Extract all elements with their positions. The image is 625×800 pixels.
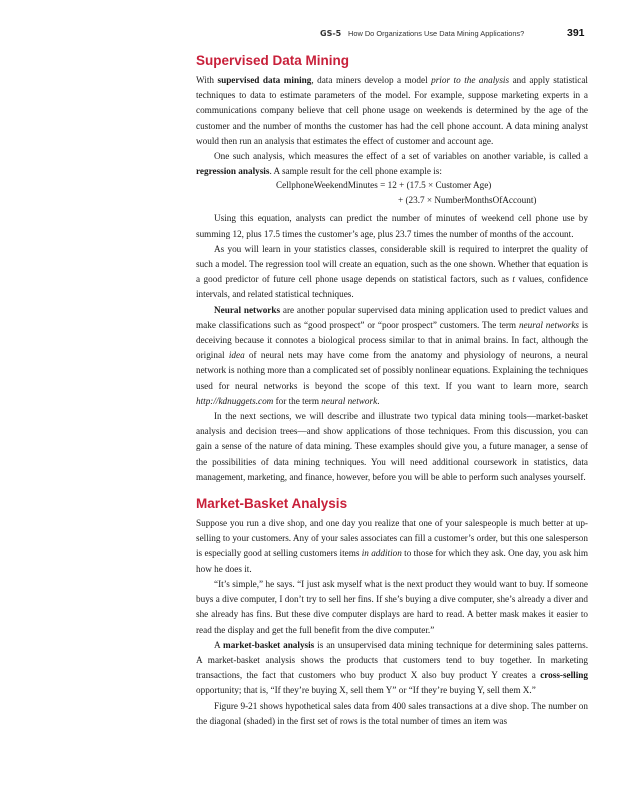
paragraph: Suppose you run a dive shop, and one day you realize that one of your salespeople is much better at up-selling to your customers. Any of your sales associates can fill a customer’s order, but this one salesperson is especially good at selling customers items in addition to those for which they ask. One day, you ask him how he does it.: [196, 518, 588, 574]
key-term: supervised data mining: [217, 75, 312, 85]
url-link[interactable]: http://kdnuggets.com: [196, 395, 274, 406]
paragraph: A market-basket analysis is an unsupervised data mining technique for determining sales patterns. A market-basket analysis shows the products that customers tend to buy together. In marketing transactions, the fact that customers who buy product X also buy product Y creates a cross-selling opportunity; that is, “If they’re buying X, sell them Y” or “If they’re buying Y, sell them X.”: [196, 639, 588, 696]
paragraph: In the next sections, we will describe and illustrate two typical data mining tools—market-basket analysis and decision trees—and show applications of those techniques. From this discussion, you can gain a sense of the nature of data mining. These examples should give you, a future manager, a sense of the possibilities of data mining techniques. You will need additional coursework in statistics, data management, marketing, and finance, however, before you will be able to perform such analyses yourself.: [196, 411, 588, 482]
paragraph: Figure 9-21 shows hypothetical sales data from 400 sales transactions at a dive shop. The number on the diagonal (shaded) in the first set of rows is the total number of times an item was: [196, 700, 588, 726]
regression-equation: [196, 179, 588, 211]
paragraph: Using this equation, analysts can predict the number of minutes of weekend cell phone use by summing 12, plus 17.5 times the customer’s age, plus 23.7 times the number of months of the account.: [196, 213, 588, 239]
running-header: [320, 26, 586, 44]
paragraph: With supervised data mining, data miners develop a model prior to the analysis and apply statistical techniques to data to estimate parameters of the model. For example, suppose marketing experts in a communications company believe that cell phone usage on weekends is determined by the age of the customer and the number of months the customer has had the cell phone account. A data mining analyst would then run an analysis that estimates the effect of customer and account age.: [196, 75, 588, 146]
key-term: Neural networks: [214, 304, 281, 315]
equation-line-2: + (23.7 × NumberMonthsOfAccount): [398, 195, 537, 206]
key-term: cross-selling: [540, 670, 588, 681]
equation-line-1: CellphoneWeekendMinutes = 12 + (17.5 × Customer Age): [276, 180, 492, 191]
paragraph: “It’s simple,” he says. “I just ask myself what is the next product they would want to buy. If someone buys a dive computer, I don’t try to sell her fins. If she’s buying a dive computer, she’s already a diver and she already has fins. But these dive computer displays are hard to read. A better mask makes it easier to read the display and get the full benefit from the dive computer.”: [196, 578, 588, 635]
paragraph: Neural networks are another popular supervised data mining application used to predict values and make classifications such as “good prospect” or “poor prospect” customers. The term neural networks is deceiving because it connotes a biological process similar to that in animal brains. In fact, although the original idea of neural nets may have come from the anatomy and physiology of neurons, a neural network is nothing more than a complicated set of possibly nonlinear equations. Explaining the techniques used for neural networks is beyond the scope of this text. If you want to learn more, search http://kdnuggets.com for the term neural network.: [196, 304, 588, 406]
page-number: 391: [567, 27, 585, 39]
key-term: market-basket analysis: [223, 639, 315, 650]
heading-supervised-data-mining: Supervised Data Mining: [196, 53, 350, 68]
page-body: [196, 48, 588, 729]
paragraph: As you will learn in your statistics classes, considerable skill is required to interpret the quality of such a model. The regression tool will create an equation, such as the one shown. Whether that equation is a good predictor of future cell phone usage depends on statistical factors, such as t values, confidence intervals, and related statistical techniques.: [196, 243, 588, 300]
paragraph: One such analysis, which measures the effect of a set of variables on another variable, is called a regression analysis. A sample result for the cell phone example is:: [196, 151, 588, 177]
section-code: GS-5: [320, 29, 342, 38]
key-term: regression analysis: [196, 166, 270, 177]
heading-market-basket-analysis: Market-Basket Analysis: [196, 496, 348, 512]
running-title: How Do Organizations Use Data Mining Applications?: [348, 29, 525, 38]
